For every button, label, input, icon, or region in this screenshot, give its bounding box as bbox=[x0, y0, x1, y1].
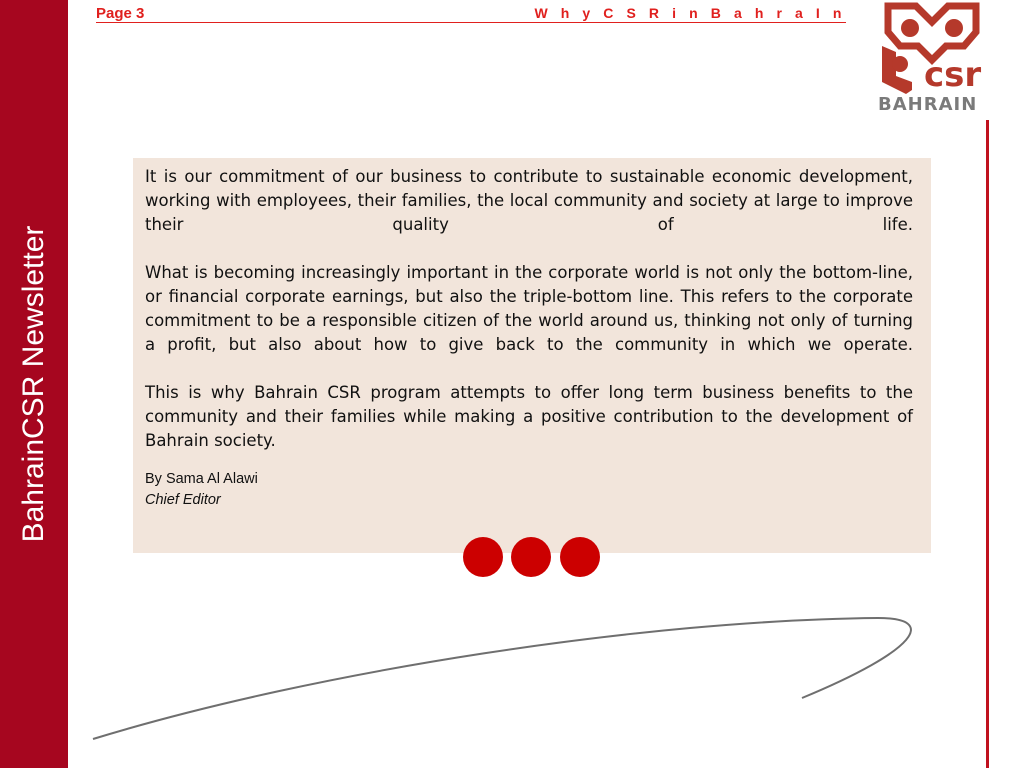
sidebar bbox=[0, 0, 68, 768]
dot-icon bbox=[463, 537, 503, 577]
paragraph-3: This is why Bahrain CSR program attempts to offer long term business benefits to the community and their families while making a positive contribution to the development of Bahrain society. bbox=[145, 383, 913, 450]
newsletter-title: BahrainCSR Newsletter bbox=[17, 225, 50, 543]
dot-icon bbox=[511, 537, 551, 577]
editorial-box bbox=[133, 158, 931, 553]
csr-bahrain-logo bbox=[872, 2, 994, 114]
byline bbox=[145, 469, 913, 511]
author-name: By Sama Al Alawi bbox=[145, 471, 258, 487]
header-rule bbox=[96, 22, 846, 23]
decorative-swoosh bbox=[88, 610, 918, 750]
logo-wordmark: csr bbox=[924, 55, 982, 95]
right-rule bbox=[986, 120, 989, 768]
page-number: Page 3 bbox=[96, 5, 145, 22]
author-role: Chief Editor bbox=[145, 492, 221, 508]
logo-subtext: BAHRAIN bbox=[878, 94, 978, 114]
section-title: W h y C S R i n B a h r a I n bbox=[534, 5, 846, 21]
dot-icon bbox=[560, 537, 600, 577]
paragraph-1: It is our commitment of our business to contribute to sustainable economic development, working with employees, their families, the local community and society at large to improve their quality of life. bbox=[145, 167, 913, 234]
decorative-dots bbox=[463, 537, 603, 579]
paragraph-2: What is becoming increasingly important in the corporate world is not only the bottom-line, or financial corporate earnings, but also the triple-bottom line. This refers to the corporate commitment to be a responsible citizen of the world around us, thinking not only of turning a profit, but also about how to give back to the community in which we operate. bbox=[145, 263, 913, 354]
